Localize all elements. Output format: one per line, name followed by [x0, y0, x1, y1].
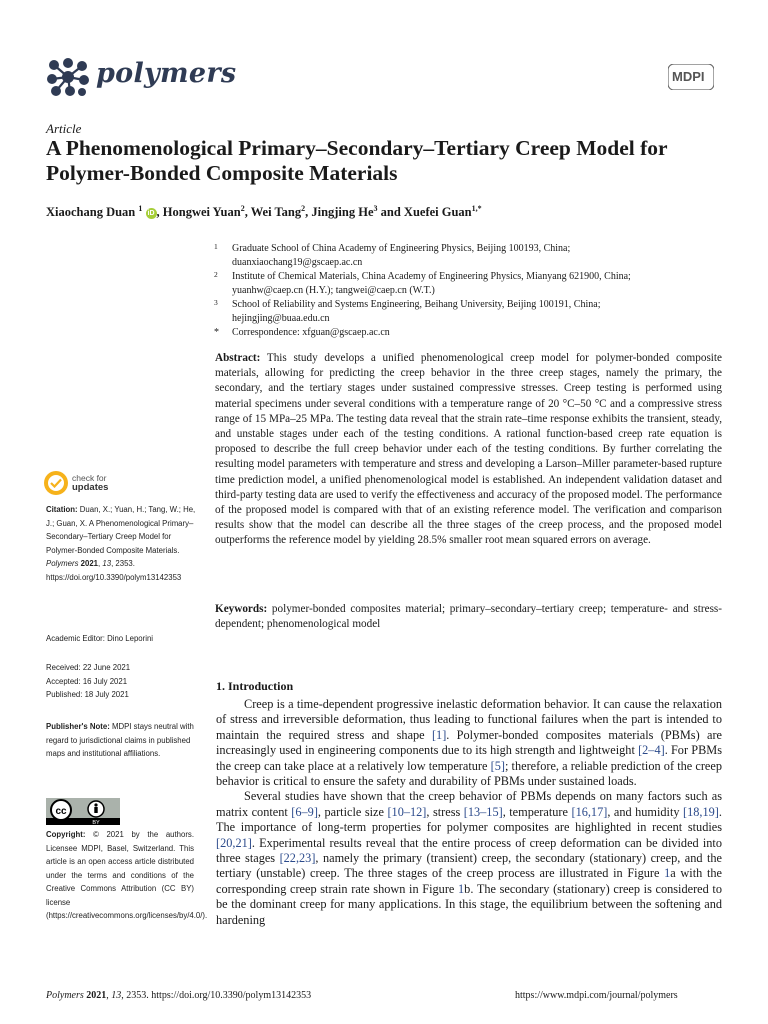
copyright-label: Copyright: [46, 830, 86, 839]
citation-year: 2021 [80, 559, 99, 568]
affiliation-item [214, 298, 729, 326]
text-run: , particle size [317, 804, 388, 819]
cc-by-license-icon[interactable] [46, 798, 120, 825]
keywords [215, 602, 722, 632]
affiliation-number: 3 [214, 298, 218, 307]
reference-link[interactable]: [20,21] [216, 835, 252, 850]
affiliation-email[interactable]: duanxiaochang19@gscaep.ac.cn [232, 257, 363, 268]
publisher-note [46, 720, 196, 761]
accepted-date: Accepted: 16 July 2021 [46, 676, 128, 686]
text-run: . The importance of long-term properties for polymer composites are highlighted in recent studies [216, 804, 722, 835]
citation-block: Citation: Duan, X.; Yuan, H.; Tang, W.; He, J.; Guan, X. A Phenomenological Primary–Secondary–Tertiary Creep Model for Polymer-Bonded Composite Materials. Polymers 2021, 13, 2353. https://doi.org/10.3390/polym13142353 [46, 505, 196, 582]
reference-link[interactable]: [22,23] [279, 851, 316, 866]
reference-link[interactable]: [18,19] [683, 804, 719, 819]
check-updates-text-bold: updates [72, 482, 109, 493]
text-run: , temperature [502, 804, 572, 819]
mdpi-logo [668, 64, 714, 90]
footer-citation: Polymers 2021, 13, 2353. https://doi.org/10.3390/polym13142353 [46, 990, 312, 1001]
author-name[interactable]: Wei Tang [250, 205, 302, 220]
text-run: , and humidity [607, 804, 684, 819]
affiliations [214, 242, 729, 340]
text-run: Several studies have shown that the creep behavior of PBMs depends on many factors such as matrix content [216, 789, 722, 819]
affiliation-email[interactable]: yuanhw@caep.cn (H.Y.); tangwei@caep.cn (W.T.) [232, 285, 435, 296]
affiliation-text: Institute of Chemical Materials, China Academy of Engineering Physics, Mianyang 621900, China; [232, 271, 631, 282]
citation-label: Citation: [46, 505, 78, 514]
affiliation-text: Graduate School of China Academy of Engineering Physics, Beijing 100193, China; [232, 243, 571, 254]
check-for-updates-badge[interactable] [44, 471, 184, 497]
text-run: , namely the primary (transient) creep, the secondary (stationary) creep, and the tertiary (unstable) creep. The three stages of the creep process are illustrated in Figure [216, 851, 722, 881]
published-date: Published: 18 July 2021 [46, 690, 129, 699]
abstract-text: This study develops a unified phenomenological creep model for polymer-bonded composite materials, allowing for predicting the creep behavior in the three creep stages, namely the primary, the secondary, and the tertiary stages under sustained compressive stresses. Creep testing is performed using material specimens under several conditions with a temperature range of 20 °C–50 °C and a compressive stress range of 15 MPa–25 MPa. The testing data reveal that the strain rate–time response exhibits the transient, steady, and unstable stages under each of the testing conditions. A rational function-based creep rate equation is proposed to describe the full creep behavior under each of the testing conditions. By further correlating the resulting model parameters with temperature and stress and developing a Larson–Miller parameter-based rupture time prediction model, a unified phenomenological model is established. An independent validation dataset and third-party testing data are used to verify the effectiveness and accuracy of the proposed model. The performance of the proposed model is compared with that of an existing reference model. The verification and comparison results show that the model can describe all the three stages of the creep process, and the proposed model outperforms the reference model by yielding 28.5% smaller root mean squared errors on average. [215, 352, 722, 547]
keywords-label: Keywords: [215, 603, 268, 615]
academic-editor: Academic Editor: Dino Leporini [46, 634, 154, 643]
reference-link[interactable]: [6–9] [291, 804, 318, 819]
text-run: b. The secondary (stationary) creep is considered to be the dominant creep for many applications. In this stage, the equilibrium between the softening and hardening [216, 881, 722, 927]
figure-link[interactable]: 1 [664, 866, 671, 881]
publisher-name: MDPI [672, 69, 705, 84]
figure-link[interactable]: 1 [458, 881, 465, 896]
author-list: Xiaochang Duan $^1$ iD , Hongwei Yuan$^2$, Wei Tang$^2$, Jingjing He$^3$ and Xuefei Guan$^{1,*}$ [46, 204, 482, 220]
author-name[interactable]: Xuefei Guan [403, 205, 472, 220]
author-affil-sup: 3 [373, 204, 378, 213]
footer-year: 2021 [86, 990, 107, 1001]
affiliation-item [214, 270, 729, 298]
correspondence [214, 326, 729, 340]
author-name[interactable]: Jingjing He [311, 205, 374, 220]
publisher-note-label: Publisher's Note: [46, 722, 110, 731]
paragraph [216, 697, 722, 789]
text-run: . Polymer-bonded composites materials (PBMs) are increasingly used in engineering components due to its high strength and lightweight [216, 727, 722, 758]
text-run: Creep is a time-dependent progressive inelastic deformation behavior. It can cause the relaxation of stress and irreversible deformation, thus leading to functional failures when the part is intended to maintain the required stress and shape [216, 697, 722, 742]
copyright-block [46, 828, 208, 923]
text-run: a with the corresponding creep strain rate shown in Figure [216, 866, 722, 896]
author-affil-sup: 1,* [471, 204, 482, 213]
body-text [216, 697, 722, 928]
citation-doi[interactable]: , 2353. https://doi.org/10.3390/polym13142353 [46, 559, 182, 582]
affiliation-item [214, 242, 729, 270]
affiliation-number: 1 [214, 242, 218, 251]
journal-name: polymers [96, 58, 237, 89]
citation-volume: 13 [102, 559, 112, 568]
citation-text: Duan, X.; Yuan, H.; Tang, W.; He, J.; Guan, X. A Phenomenological Primary–Secondary–Tertiary Creep Model for Polymer-Bonded Composite Materials. [46, 505, 196, 555]
correspondence-text[interactable]: Correspondence: xfguan@gscaep.ac.cn [232, 327, 390, 338]
check-updates-icon [44, 471, 68, 495]
article-type: Article [46, 121, 82, 136]
author-affil-sup: 1 [138, 204, 143, 213]
reference-link[interactable]: [16,17] [571, 804, 608, 819]
cc-badge-text: BY [92, 820, 100, 825]
check-updates-text: check for [72, 473, 107, 483]
affiliation-number: 2 [214, 270, 218, 279]
publisher-note-text: MDPI stays neutral with regard to jurisdictional claims in published maps and institutional affiliations. [46, 722, 194, 758]
orcid-icon[interactable]: iD [147, 210, 155, 218]
footer-volume: 13 [111, 990, 122, 1001]
keywords-text: polymer-bonded composites material; primary–secondary–tertiary creep; temperature- and stress-dependent; phenomenological model [215, 603, 723, 631]
reference-link[interactable]: [13–15] [463, 804, 503, 819]
copyright-text: © 2021 by the authors. Licensee MDPI, Basel, Switzerland. This article is an open access article distributed under the terms and conditions of the Creative Commons Attribution (CC BY) license (https://creativecommons.org/licenses/by/4.0/). [46, 830, 208, 920]
affiliation-email[interactable]: hejingjing@buaa.edu.cn [232, 313, 330, 324]
reference-link[interactable]: [1] [431, 727, 447, 742]
abstract [215, 351, 722, 549]
publication-dates [46, 661, 196, 702]
footer-journal: Polymers [46, 990, 84, 1001]
reference-link[interactable]: [2–4] [638, 743, 665, 758]
affiliation-text: School of Reliability and Systems Engineering, Beihang University, Beijing 100191, China; [232, 299, 601, 310]
text-run: . For PBMs the creep can take place at a relatively low temperature [216, 743, 722, 773]
text-run: , stress [426, 804, 464, 819]
reference-link[interactable]: [10–12] [387, 804, 427, 819]
text-run: . Experimental results reveal that the entire process of creep deformation can be divided into three stages [216, 835, 722, 866]
author-affil-sup: 2 [240, 204, 245, 213]
reference-link[interactable]: [5] [490, 758, 505, 773]
article-title: A Phenomenological Primary–Secondary–Tertiary Creep Model for Polymer-Bonded Composite Materials [46, 136, 668, 185]
author-name[interactable]: Hongwei Yuan [162, 205, 241, 220]
abstract-label: Abstract: [215, 352, 261, 364]
paragraph [216, 789, 722, 928]
citation-journal: Polymers [46, 559, 79, 568]
svg-text:cc: cc [55, 806, 67, 817]
author-affil-sup: 2 [301, 204, 306, 213]
footer-journal-url[interactable]: https://www.mdpi.com/journal/polymers [515, 990, 678, 1001]
polymers-logo-icon [46, 57, 90, 97]
received-date: Received: 22 June 2021 [46, 663, 131, 672]
text-run: ; therefore, a reliable prediction of the creep behavior is critical to ensure the safety and durability of PBMs under sustained loads. [216, 758, 722, 789]
footer-doi[interactable]: , 2353. https://doi.org/10.3390/polym13142353 [121, 990, 312, 1001]
correspondence-mark: * [214, 327, 219, 338]
section-heading: 1. Introduction [216, 679, 294, 693]
author-name[interactable]: Xiaochang Duan [46, 205, 136, 220]
